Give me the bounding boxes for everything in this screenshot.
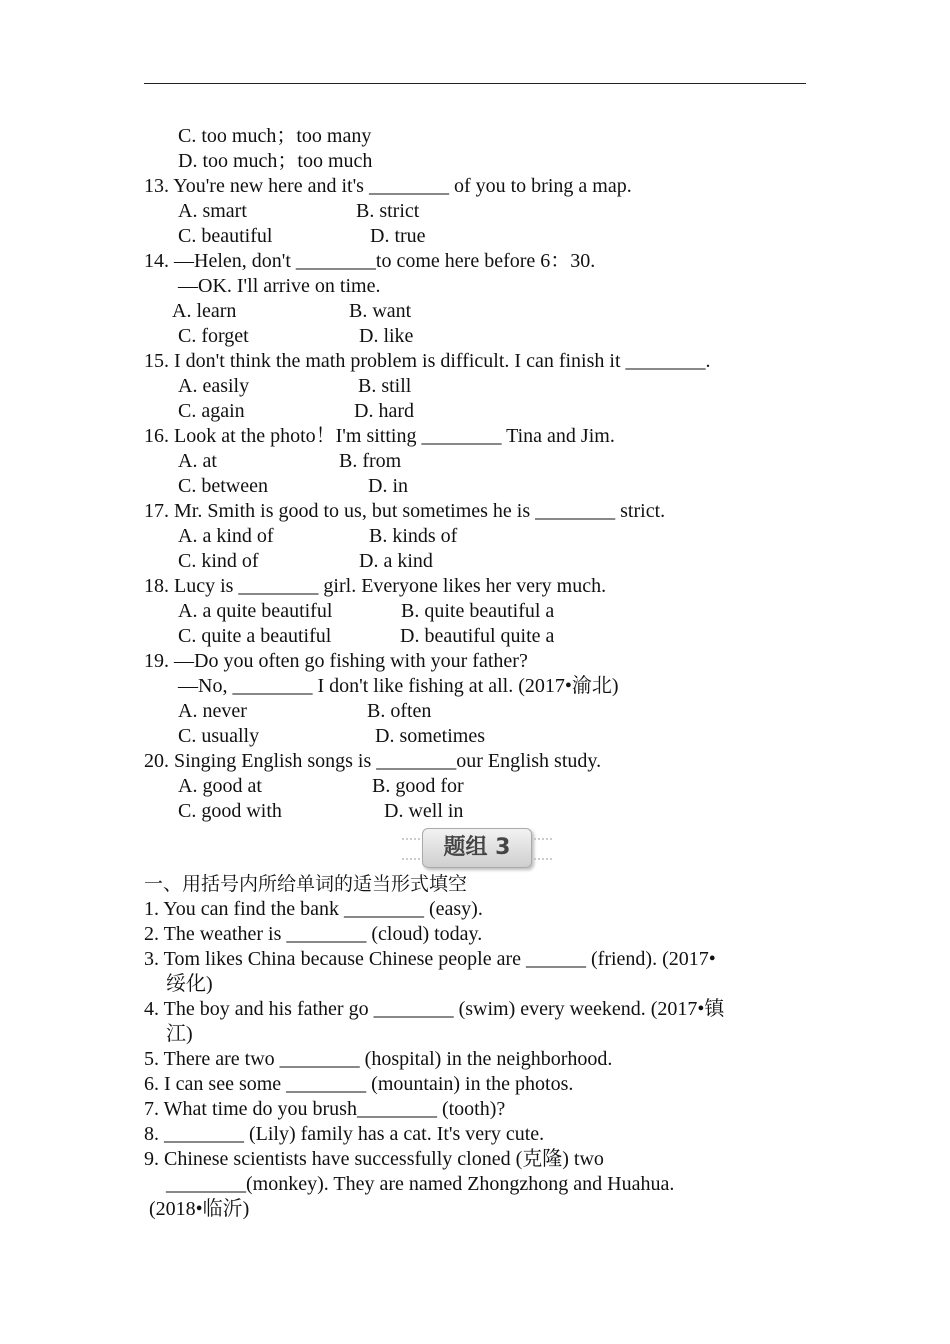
fill-item-2: 2. The weather is ________ (cloud) today. [144, 923, 483, 945]
q18-options-ab: A. a quite beautiful B. quite beautiful a [178, 600, 555, 622]
q20-stem: 20. Singing English songs is ________our English study. [144, 750, 602, 772]
q20-options-cd: C. good with D. well in [178, 800, 464, 822]
fill-item-3: 3. Tom likes China because Chinese people are ______ (friend). (2017• [144, 948, 716, 970]
fill-item-5: 5. There are two ________ (hospital) in the neighborhood. [144, 1048, 613, 1070]
q15-options-ab: A. easily B. still [178, 375, 412, 397]
q13-options-ab: A. smart B. strict [178, 200, 420, 222]
q13-stem: 13. You're new here and it's ________ of you to bring a map. [144, 175, 632, 197]
q17-options-cd: C. kind of D. a kind [178, 550, 433, 572]
fill-item-9: 9. Chinese scientists have successfully cloned (克隆) two [144, 1148, 604, 1170]
q16-options-cd: C. between D. in [178, 475, 408, 497]
fill-item-9-cont: ________(monkey). They are named Zhongzhong and Huahua. [166, 1173, 675, 1195]
q20-options-ab: A. good at B. good for [178, 775, 464, 797]
worksheet-content [144, 124, 824, 1222]
q17-options-ab: A. a kind of B. kinds of [178, 525, 458, 547]
q19-reply: —No, ________ I don't like fishing at all. (2017•渝北) [178, 675, 619, 697]
fill-item-8: 8. ________ (Lily) family has a cat. It's very cute. [144, 1123, 545, 1145]
q14-reply: —OK. I'll arrive on time. [178, 275, 381, 297]
q14-options-ab: A. learn B. want [172, 300, 412, 322]
q18-stem: 18. Lucy is ________ girl. Everyone likes her very much. [144, 575, 607, 597]
q15-options-cd: C. again D. hard [178, 400, 414, 422]
group-badge: 题组 3 [422, 828, 532, 868]
q19-options-ab: A. never B. often [178, 700, 432, 722]
section-heading: 一、用括号内所给单词的适当形式填空 [144, 873, 468, 895]
fill-item-1: 1. You can find the bank ________ (easy). [144, 898, 483, 920]
fill-item-3-cont: 绥化) [166, 973, 213, 995]
fill-item-9-source: (2018•临沂) [149, 1198, 250, 1220]
q16-stem: 16. Look at the photo！I'm sitting ________ Tina and Jim. [144, 425, 615, 447]
fill-item-6: 6. I can see some ________ (mountain) in the photos. [144, 1073, 574, 1095]
group-badge-area [144, 824, 824, 872]
fill-item-7: 7. What time do you brush________ (tooth)? [144, 1098, 506, 1120]
q18-options-cd: C. quite a beautiful D. beautiful quite a [178, 625, 555, 647]
q14-stem: 14. —Helen, don't ________to come here before 6：30. [144, 250, 596, 272]
q19-options-cd: C. usually D. sometimes [178, 725, 485, 747]
q15-stem: 15. I don't think the math problem is difficult. I can finish it ________. [144, 350, 711, 372]
header-rule [144, 83, 806, 84]
q16-options-ab: A. at B. from [178, 450, 402, 472]
q12-option-c: C. too much；too many [178, 125, 372, 147]
fill-item-4-cont: 江) [166, 1023, 193, 1045]
q14-options-cd: C. forget D. like [178, 325, 414, 347]
fill-item-4: 4. The boy and his father go ________ (swim) every weekend. (2017•镇 [144, 998, 725, 1020]
q12-option-d: D. too much；too much [178, 150, 373, 172]
q19-stem: 19. —Do you often go fishing with your father? [144, 650, 528, 672]
q13-options-cd: C. beautiful D. true [178, 225, 426, 247]
q17-stem: 17. Mr. Smith is good to us, but sometimes he is ________ strict. [144, 500, 666, 522]
